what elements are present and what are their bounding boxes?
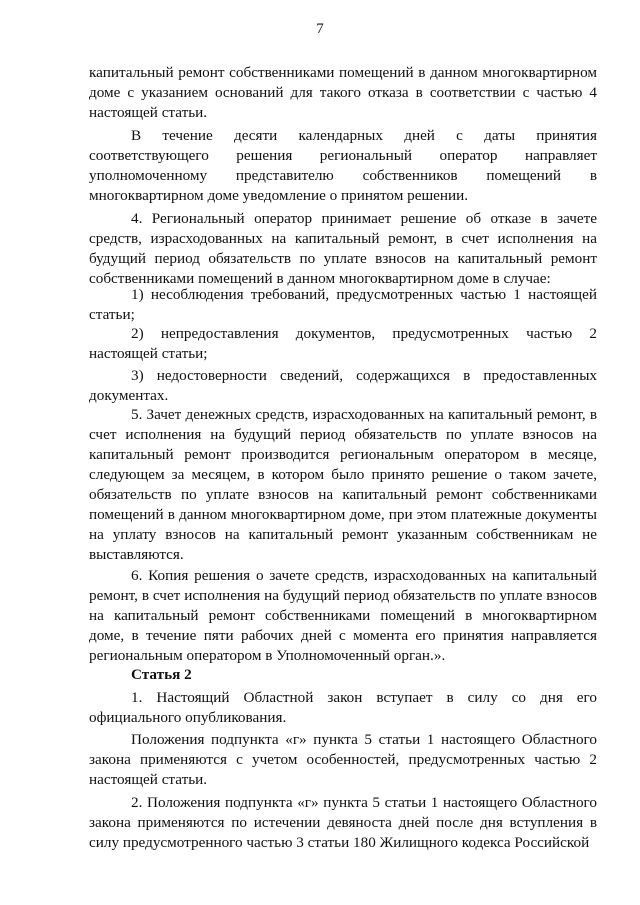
paragraph-subitem-1: 1) несоблюдения требований, предусмотренных частью 1 настоящей статьи;	[89, 286, 597, 323]
paragraph-article2-provisions: Положения подпункта «г» пункта 5 статьи 1 настоящего Областного закона применяются с учетом особенностей, предусмотренных частью 2 настоящей статьи.	[89, 731, 597, 788]
paragraph-continuation: капитальный ремонт собственниками помещений в данном многоквартирном доме с указанием оснований для такого отказа в соответствии с частью 4 настоящей статьи.	[89, 64, 597, 121]
article-heading: Статья 2	[131, 666, 192, 683]
paragraph-article2-item-2: 2. Положения подпункта «г» пункта 5 статьи 1 настоящего Областного закона применяются по истечении девяноста дней после дня вступления в силу предусмотренного частью 3 статьи 180 Жилищного кодекса Российской	[89, 794, 597, 851]
paragraph-notification: В течение десяти календарных дней с даты принятия соответствующего решения региональный оператор направляет уполномоченному представителю собственников помещений в многоквартирном доме уведомление о принятом решении.	[89, 127, 597, 204]
paragraph-article2-item-1: 1. Настоящий Областной закон вступает в силу со дня его официального опубликования.	[89, 689, 597, 726]
paragraph-item-5: 5. Зачет денежных средств, израсходованных на капитальный ремонт, в счет исполнения на будущий период обязательств по уплате взносов на капитальный ремонт производится региональным оператором в месяце, следующем за месяцем, в котором было принято решение о таком зачете, обязательств по уплате взносов на капитальный ремонт собственниками помещений в данном многоквартирном доме, при этом платежные документы на уплату взносов на капитальный ремонт указанным собственникам не выставляются.	[89, 406, 597, 563]
page-number: 7	[316, 21, 324, 37]
paragraph-subitem-2: 2) непредоставления документов, предусмотренных частью 2 настоящей статьи;	[89, 325, 597, 362]
paragraph-item-6: 6. Копия решения о зачете средств, израсходованных на капитальный ремонт, в счет исполнения на будущий период обязательств по уплате взносов на капитальный ремонт собственниками помещений в многоквартирном доме, в течение пяти рабочих дней с момента его принятия направляется региональным оператором в Уполномоченный орган.».	[89, 567, 597, 664]
paragraph-item-4: 4. Региональный оператор принимает решение об отказе в зачете средств, израсходованных на капитальный ремонт, в счет исполнения на будущий период обязательств по уплате взносов на капитальный ремонт собственниками помещений в данном многоквартирном доме в случае:	[89, 210, 597, 287]
paragraph-subitem-3: 3) недостоверности сведений, содержащихся в предоставленных документах.	[89, 367, 597, 404]
